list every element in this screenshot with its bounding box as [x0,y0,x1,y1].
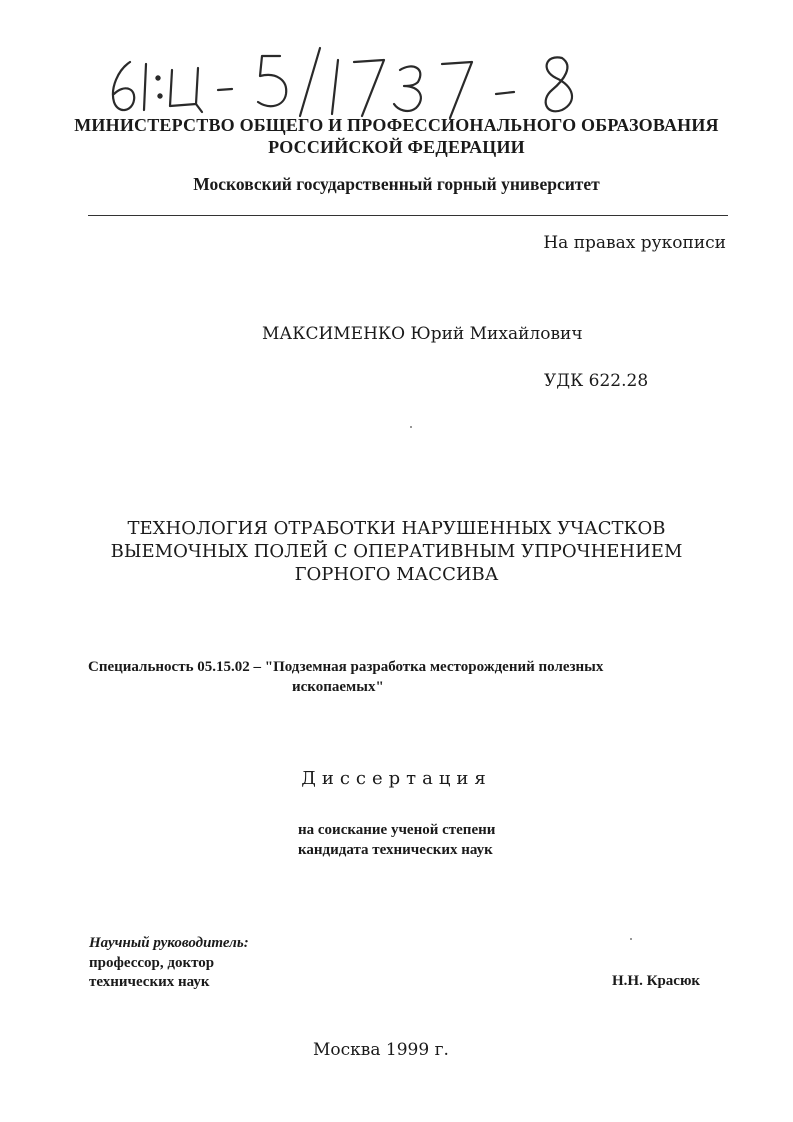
specialty-line-2: ископаемых" [292,679,384,695]
supervisor-title-line-2: технических наук [89,974,210,990]
thesis-title [0,517,793,586]
university-name: Московский государственный горный университет [193,174,600,194]
specialty-line-1: Специальность 05.15.02 – "Подземная разработка месторождений полезных [88,659,604,675]
scan-speck [630,938,632,940]
scan-speck [410,426,412,428]
ministry-line-2: РОССИЙСКОЙ ФЕДЕРАЦИИ [268,137,525,157]
document-type: Диссертация [301,768,492,789]
author-name: МАКСИМЕНКО Юрий Михайлович [262,324,583,344]
thesis-title-line-2: ВЫЕМОЧНЫХ ПОЛЕЙ С ОПЕРАТИВНЫМ УПРОЧНЕНИЕМ [110,541,683,562]
place-and-year: Москва 1999 г. [313,1040,449,1060]
header-divider [88,215,728,216]
udc-code: УДК 622.28 [544,371,649,391]
supervisor-title-line-1: профессор, доктор [89,955,215,971]
supervisor-title [89,954,214,992]
thesis-title-line-1: ТЕХНОЛОГИЯ ОТРАБОТКИ НАРУШЕННЫХ УЧАСТКОВ [127,518,666,539]
specialty-block [88,657,708,697]
supervisor-name: Н.Н. Красюк [612,973,701,989]
degree-line-2: кандидата технических наук [298,842,493,858]
ministry-header [0,114,793,158]
degree-block [298,820,495,860]
manuscript-note: На правах рукописи [543,233,726,253]
supervisor-label: Научный руководитель: [89,935,249,951]
degree-line-1: на соискание ученой степени [298,822,496,838]
thesis-title-line-3: ГОРНОГО МАССИВА [294,564,499,585]
ministry-line-1: МИНИСТЕРСТВО ОБЩЕГО И ПРОФЕССИОНАЛЬНОГО ОБРАЗОВАНИЯ [74,115,719,135]
